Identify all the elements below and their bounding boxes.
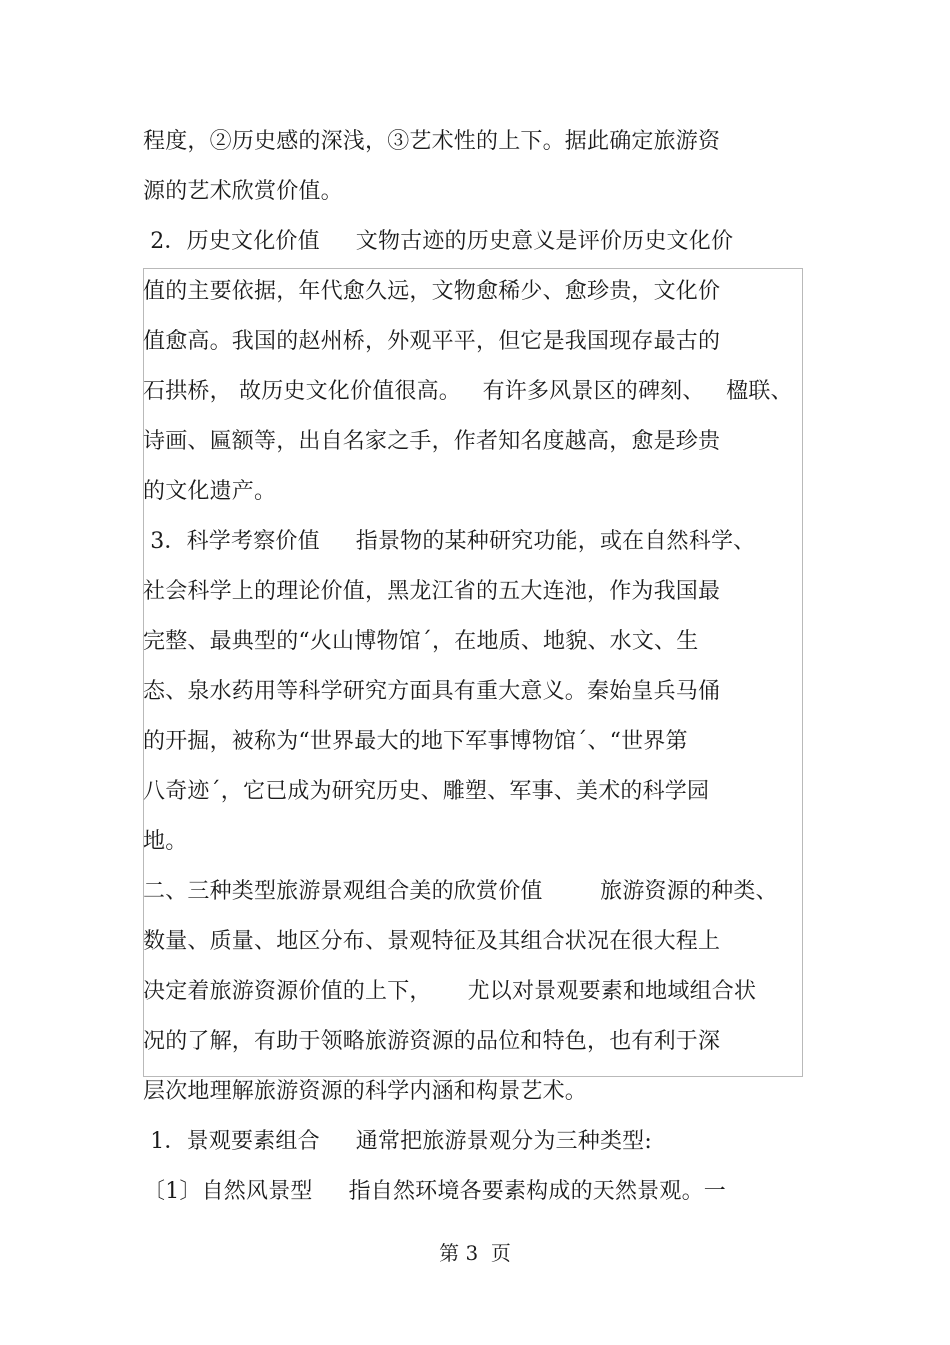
text-line: 石拱桥， 故历史文化价值很高。 有许多风景区的碑刻、 楹联、	[143, 379, 793, 404]
text-line: 值愈高。我国的赵州桥，外观平平，但它是我国现存最古的	[143, 329, 721, 354]
text-line: 二、三种类型旅游景观组合美的欣赏价值 旅游资源的种类、	[143, 879, 778, 904]
text-line: 完整、最典型的“火山博物馆ˊ，在地质、地貌、水文、生	[143, 629, 699, 654]
text-line: 值的主要依据，年代愈久远，文物愈稀少、愈珍贵，文化价	[143, 279, 721, 304]
text-line: 社会科学上的理论价值，黑龙江省的五大连池，作为我国最	[143, 579, 721, 604]
text-line: 的开掘，被称为“世界最大的地下军事博物馆ˊ、“世界第	[143, 729, 688, 754]
text-line: 1．景观要素组合 通常把旅游景观分为三种类型:	[143, 1129, 652, 1154]
text-line: 数量、质量、地区分布、景观特征及其组合状况在很大程上	[143, 929, 721, 954]
text-line: 况的了解，有助于领略旅游资源的品位和特色，也有利于深	[143, 1029, 721, 1054]
page-number: 第 3 页	[439, 1241, 511, 1265]
text-line: 2．历史文化价值 文物古迹的历史意义是评价历史文化价	[143, 229, 734, 254]
text-line: 3．科学考察价值 指景物的某种研究功能，或在自然科学、	[143, 529, 756, 554]
text-line: 的文化遗产。	[143, 479, 277, 504]
text-line: 决定着旅游资源价值的上下， 尤以对景观要素和地域组合状	[143, 979, 757, 1004]
text-line: 八奇迹ˊ，它已成为研究历史、雕塑、军事、美术的科学园	[143, 779, 710, 804]
text-line: 程度，②历史感的深浅，③艺术性的上下。据此确定旅游资	[143, 129, 721, 154]
text-line: 诗画、匾额等，出自名家之手，作者知名度越高，愈是珍贵	[143, 429, 721, 454]
text-line: 地。	[143, 829, 188, 854]
text-line: 态、泉水药用等科学研究方面具有重大意义。秦始皇兵马俑	[143, 679, 721, 704]
text-line: 源的艺术欣赏价值。	[143, 179, 343, 204]
text-line: 层次地理解旅游资源的科学内涵和构景艺术。	[143, 1079, 588, 1104]
text-line: 〔1〕自然风景型 指自然环境各要素构成的天然景观。一	[143, 1179, 726, 1204]
